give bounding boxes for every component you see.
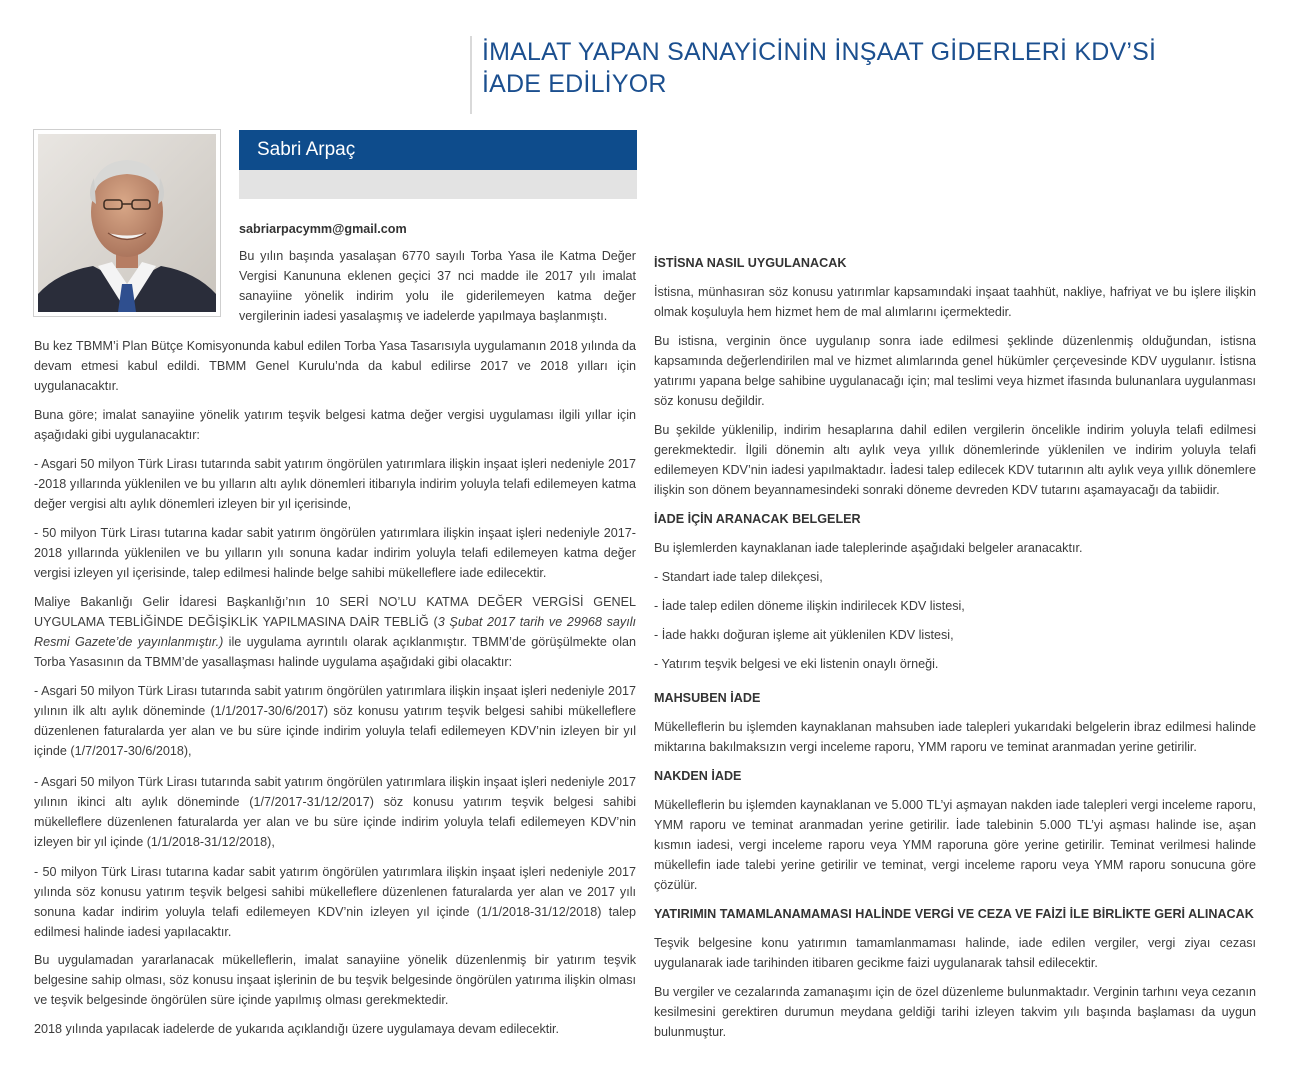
title-line-1: İMALAT YAPAN SANAYİCİNİN İNŞAAT GİDERLERİ KDV’Sİ <box>482 38 1157 66</box>
paragraph: Teşvik belgesine konu yatırımın tamamlanmaması halinde, iade edilen vergiler, vergi ziyaı cezası uygulanarak iade tarihinden itibaren gecikme faizi uygulanarak tahsil edilecektir. <box>654 936 1256 970</box>
author-bar <box>239 130 637 170</box>
paragraph: - 50 milyon Türk Lirası tutarına kadar sabit yatırım öngörülen yatırımlara ilişkin inşaat işleri nedeniyle 2017-2018 yıllarında yüklenilen ve bu yılların yılı sonuna kadar indirim yoluyla telafi edilemeyen katma değer vergisi izleyen yıl içerisinde, talep edilmesi halinde belge sahibi mükelleflere iade edilecektir. <box>34 526 636 580</box>
list-item: - İade talep edilen döneme ilişkin indirilecek KDV listesi, <box>654 599 965 613</box>
article-title <box>470 36 1156 114</box>
paragraph: Bu istisna, verginin önce uygulanıp sonra iade edilmesi şeklinde düzenlenmiş olduğundan, istisna kapsamında değerlendirilen mal ve hizmet alımlarında genel hükümler çerçevesinde KDV uygulanır. İstisna yatırımı yapana belge sahibine uygulanacağı için; mal teslimi veya hizmet ifasında bulunanlara uygulanması söz konusu değildir. <box>654 334 1256 408</box>
teblig-text-end: ile uygulama ayrıntılı olarak açıklanmıştır. TBMM’de görüşülmekte olan Torba Yasasının da TBMM’de yasallaşması halinde uygulama aşağıdaki gibi olacaktır: <box>34 635 636 669</box>
list-item: - İade hakkı doğuran işleme ait yüklenilen KDV listesi, <box>654 628 954 642</box>
paragraph: Mükelleflerin bu işlemden kaynaklanan ve 5.000 TL’yi aşmayan nakden iade talepleri vergi inceleme raporu, YMM raporu ve teminat aranmadan yerine getirilir. İade talebinin 5.000 TL’yi aşması halinde ise, aşan kısmın iadesi, vergi inceleme raporu veya YMM raporuna göre yerine getirilir. Teminat verilmesi halinde mükellefin iade talebi yerine getirilir ve teminat, vergi inceleme raporu veya YMM raporu sonucuna göre çözülür. <box>654 798 1256 892</box>
paragraph: Mükelleflerin bu işlemden kaynaklanan mahsuben iade talepleri yukarıdaki belgelerin ibraz edilmesi halinde miktarına bakılmaksızın vergi inceleme raporu, YMM raporu ve teminat aranmadan yerine getirilir. <box>654 720 1256 754</box>
paragraph: - Asgari 50 milyon Türk Lirası tutarında sabit yatırım öngörülen yatırımlara ilişkin inşaat işleri nedeniyle 2017 -2018 yıllarında yüklenilen ve bu yılların altı aylık dönemleri itibarıyla indirim yoluyla telafi edilemeyen katma değer vergisi altı aylık dönemleri izleyen bir yıl içerisinde, <box>34 457 636 511</box>
paragraph-intro: Bu yılın başında yasalaşan 6770 sayılı Torba Yasa ile Katma Değer Vergisi Kanununa eklenen geçici 37 nci madde ile 2017 yılı imalat sanayiine yönelik indirim yolu ile giderilemeyen katma değer vergilerinin iadesi yasalaşmış ve iadelerde yapılmaya başlanmıştı. <box>239 249 636 323</box>
section-heading: İSTİSNA NASIL UYGULANACAK <box>654 256 847 270</box>
list-item: - Yatırım teşvik belgesi ve eki listenin onaylı örneği. <box>654 657 939 671</box>
paragraph: Bu kez TBMM’i Plan Bütçe Komisyonunda kabul edilen Torba Yasa Tasarısıyla uygulamanın 2018 yılında da devam etmesi kabul edildi. TBMM Genel Kurulu’nda da kabul edilirse 2017 ve 2018 yılları için uygulanacaktır. <box>34 339 636 393</box>
section-heading: NAKDEN İADE <box>654 769 742 783</box>
author-info-strip <box>239 170 637 199</box>
author-photo <box>38 134 216 312</box>
paragraph: Bu vergiler ve cezalarında zamanaşımı için de özel düzenleme bulunmaktadır. Verginin tarhını veya cezanın kesilmesini gerektiren durumun meydana geldiği tarihi izleyen takvim yılı başında başlaması da uygun bulunmuştur. <box>654 985 1256 1039</box>
paragraph: Bu uygulamadan yararlanacak mükelleflerin, imalat sanayiine yönelik düzenlenmiş bir yatırım teşvik belgesine sahip olması, söz konusu inşaat işlerinin de bu teşvik belgesinde öngörülen yatırıma ilişkin olması ve teşvik belgesinde öngörülen süre içinde yapılmış olması gerekmektedir. <box>34 953 636 1007</box>
section-heading: YATIRIMIN TAMAMLANAMAMASI HALİNDE VERGİ VE CEZA VE FAİZİ İLE BİRLİKTE GERİ ALINACAK <box>654 907 1254 921</box>
paragraph: Buna göre; imalat sanayiine yönelik yatırım teşvik belgesi katma değer vergisi uygulaması ilgili yıllar için aşağıdaki gibi uygulanacaktır: <box>34 408 636 442</box>
paragraph: Bu işlemlerden kaynaklanan iade taleplerinde aşağıdaki belgeler aranacaktır. <box>654 541 1083 555</box>
section-heading: MAHSUBEN İADE <box>654 691 761 705</box>
gazette-note: 3 Şubat 2017 tarih ve 29968 sayılı Resmi Gazete’de yayınlanmıştır.) <box>34 615 636 649</box>
list-item: - Standart iade talep dilekçesi, <box>654 570 823 584</box>
paragraph: - Asgari 50 milyon Türk Lirası tutarında sabit yatırım öngörülen yatırımlara ilişkin inşaat işleri nedeniyle 2017 yılının ilk altı aylık döneminde (1/1/2017-30/6/2017) söz konusu yatırım teşvik belgesi sahibi mükelleflere düzenlenen faturalarda yer alan ve bu süre içinde indirim yoluyla telafi edilemeyen KDV’nin izleyen bir yıl içinde (1/7/2017-30/6/2018), <box>34 684 636 758</box>
paragraph: 2018 yılında yapılacak iadelerde de yukarıda açıklandığı üzere uygulamaya devam edilecektir. <box>34 1022 560 1036</box>
paragraph-teblig <box>34 592 636 672</box>
paragraph: İstisna, münhasıran söz konusu yatırımlar kapsamındaki inşaat taahhüt, nakliye, hafriyat ve bu işlere ilişkin olmak koşuluyla hem hizmet hem de mal alımlarını içermektedir. <box>654 285 1256 319</box>
teblig-text: Maliye Bakanlığı Gelir İdaresi Başkanlığı’nın 10 SERİ NO’LU KATMA DEĞER VERGİSİ GENEL UYGULAMA TEBLİĞİNDE DEĞİŞİKLİK YAPILMASINA DAİR TEBLİĞ ( <box>34 595 636 629</box>
paragraph: Bu şekilde yüklenilip, indirim hesaplarına dahil edilen vergilerin öncelikle indirim yoluyla telafi edilmesi gerekmektedir. İlgili dönemin altı aylık veya yıllık dönemlerinde yüklenilen ve indirim yoluyla telafi edilemeyen KDV’nin iadesi yapılmaktadır. İadesi talep edilecek KDV tutarının altı aylık veya yıllık dönemlere ilişkin son dönem beyannamesindeki sonraki döneme devreden KDV tutarını aşamayacağı da tabiidir. <box>654 423 1256 497</box>
paragraph: - Asgari 50 milyon Türk Lirası tutarında sabit yatırım öngörülen yatırımlara ilişkin inşaat işleri nedeniyle 2017 yılının ikinci altı aylık döneminde (1/7/2017-31/12/2017) söz konusu yatırım teşvik belgesi sahibi mükelleflere düzenlenen faturalarda yer alan ve bu süre içinde indirim yoluyla telafi edilemeyen KDV’nin izleyen bir yıl içinde (1/1/2018-31/12/2018), <box>34 775 636 849</box>
author-email[interactable]: sabriarpacymm@gmail.com <box>239 222 407 236</box>
author-photo-frame <box>33 129 221 317</box>
author-name[interactable]: Sabri Arpaç <box>257 139 356 160</box>
title-line-2: İADE EDİLİYOR <box>482 70 667 98</box>
paragraph: - 50 milyon Türk Lirası tutarına kadar sabit yatırım öngörülen yatırımlara ilişkin inşaat işleri nedeniyle 2017 yılında söz konusu yatırım teşvik belgesi sahibi mükelleflere düzenlenen faturalarda yer alan ve 2017 yılı sonuna kadar indirim yoluyla telafi edilemeyen KDV’nin izleyen yıl içinde (1/1/2018-31/12/2018) talep edilmesi halinde iadesi yapılacaktır. <box>34 865 636 939</box>
section-heading: İADE İÇİN ARANACAK BELGELER <box>654 512 861 526</box>
